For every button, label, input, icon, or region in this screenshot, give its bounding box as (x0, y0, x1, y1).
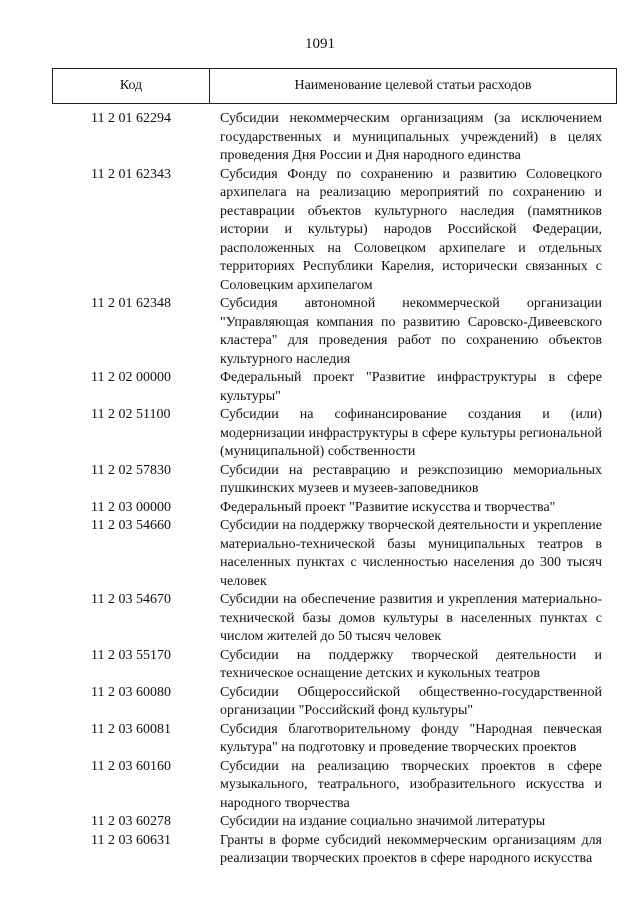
row-code: 11 2 03 60278 (91, 814, 171, 829)
table-row (52, 591, 617, 647)
row-code: 11 2 01 62294 (91, 111, 171, 126)
row-code: 11 2 03 55170 (91, 647, 171, 663)
row-code: 11 2 02 00000 (91, 370, 171, 385)
table-row (52, 110, 617, 166)
row-name: Субсидии на поддержку творческой деятельности и укрепление материально-технической базы муниципальных театров в населенных пунктах с численностью населения до 300 тысяч человек (220, 518, 602, 589)
row-name: Субсидии на поддержку творческой деятельности и техническое оснащение детских и кукольных театров (220, 647, 602, 681)
row-code: 11 2 03 60080 (91, 684, 171, 700)
row-name: Субсидии на обеспечение развития и укрепления материально-технической базы домов культуры в населенных пунктах с числом жителей до 50 тысяч человек (220, 592, 602, 644)
row-code: 11 2 03 00000 (91, 499, 171, 515)
table-row (52, 832, 617, 869)
row-code: 11 2 03 54670 (91, 592, 171, 607)
table-row (52, 758, 617, 814)
row-name: Субсидия благотворительному фонду "Народная певческая культура" на подготовку и проведение творческих проектов (220, 721, 602, 755)
table-row (52, 499, 617, 518)
row-name: Субсидии некоммерческим организациям (за исключением государственных и муниципальных учреждений) в целях проведения Дня России и Дня народного единства (220, 111, 602, 163)
row-name: Субсидии на реализацию творческих проектов в сфере музыкального, театрального, изобразительного искусства и народного творчества (220, 758, 602, 811)
table-row (52, 295, 617, 369)
table-body (52, 110, 617, 869)
row-name: Гранты в форме субсидий некоммерческим организациям для реализации творческих проектов в сфере народного искусства (220, 832, 602, 866)
row-name: Субсидии на реставрацию и реэкспозицию мемориальных пушкинских музеев и музеев-заповедников (220, 462, 602, 496)
table-row (52, 406, 617, 462)
row-code: 11 2 02 57830 (91, 462, 171, 478)
table-row (52, 462, 617, 499)
table-header (52, 68, 617, 104)
row-code: 11 2 01 62348 (91, 296, 171, 311)
row-name: Субсидии Общероссийской общественно-государственной организации "Российский фонд культуры" (220, 684, 602, 718)
row-name: Субсидия Фонду по сохранению и развитию Соловецкого архипелага на реализацию мероприятий по сохранению и реставрации объектов культурного наследия (памятников истории и культуры) народов Российской Федерации, расположенных на Соловецком архипелаге и отдельных территориях Республики Карелия, исторически связанных с Соловецким архипелагом (220, 166, 602, 293)
row-name: Федеральный проект "Развитие инфраструктуры в сфере культуры" (220, 370, 602, 404)
row-code: 11 2 03 60160 (91, 758, 171, 774)
table-row (52, 166, 617, 296)
row-code: 11 2 01 62343 (91, 166, 171, 182)
table-row (52, 647, 617, 684)
row-name: Субсидия автономной некоммерческой организации "Управляющая компания по развитию Саровско-Дивеевского кластера" для проведения работ по сохранению объектов культурного наследия (220, 296, 602, 367)
row-name: Субсидии на софинансирование создания и (или) модернизации инфраструктуры в сфере культуры региональной (муниципальной) собственности (220, 407, 602, 459)
header-name: Наименование целевой статьи расходов (294, 78, 532, 93)
table-row (52, 369, 617, 406)
table-row (52, 813, 617, 832)
table-row (52, 517, 617, 591)
table-row (52, 684, 617, 721)
row-code: 11 2 03 54660 (91, 518, 171, 533)
row-name: Субсидии на издание социально значимой литературы (220, 814, 546, 829)
page-number: 1091 (305, 36, 335, 52)
table-row (52, 721, 617, 758)
row-code: 11 2 02 51100 (91, 407, 171, 422)
row-name: Федеральный проект "Развитие искусства и творчества" (220, 499, 556, 515)
row-code: 11 2 03 60081 (91, 721, 171, 737)
header-code: Код (53, 69, 210, 103)
row-code: 11 2 03 60631 (91, 832, 171, 848)
